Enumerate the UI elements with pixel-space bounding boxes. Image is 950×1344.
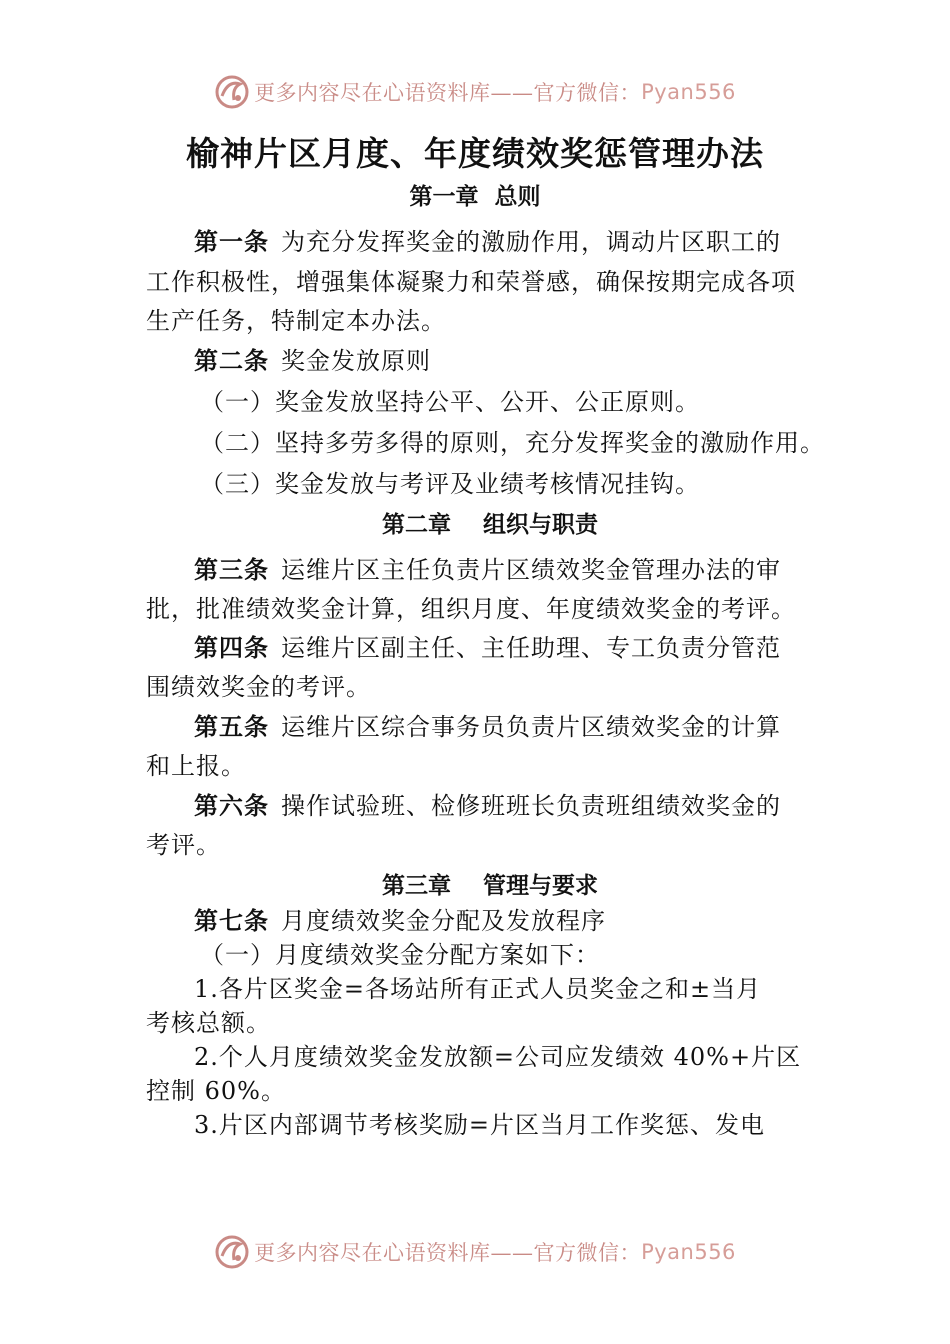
paragraph-line [194,707,781,742]
watermark-banner-bottom [0,1230,950,1274]
watermark-wechat-id: Pyan556 [641,80,736,104]
article-label: 第六条 [194,791,269,820]
chapter-heading: 第一章 总则 [409,183,541,210]
paragraph-line [194,341,431,376]
article-label: 第七条 [194,906,269,935]
document-title: 榆神片区月度、年度绩效奖惩管理办法 [186,134,764,173]
article-label: 第五条 [194,712,269,741]
brand-logo-icon [214,1234,250,1270]
paragraph-line [194,222,781,257]
paragraph-line: 3.片区内部调节考核奖励=片区当月工作奖惩、发电 [194,1111,766,1139]
watermark-banner-top [0,70,950,114]
brand-logo-icon [214,74,250,110]
watermark-wechat-id: Pyan556 [641,1240,736,1264]
paragraph-line: 2.个人月度绩效奖金发放额=公司应发绩效 40%+片区 [194,1043,802,1071]
article-label: 第三条 [194,555,269,584]
list-item: （一）月度绩效奖金分配方案如下： [200,941,600,969]
chapter-heading: 第三章 管理与要求 [381,872,599,899]
paragraph-line: 控制 60%。 [146,1077,286,1105]
paragraph-line [194,550,781,585]
paragraph-line [194,786,781,821]
paragraph-line [194,901,606,936]
paragraph-line: 1.各片区奖金=各场站所有正式人员奖金之和±当月 [194,975,762,1003]
paragraph-line: 生产任务，特制定本办法。 [146,307,446,335]
article-text: 月度绩效奖金分配及发放程序 [281,907,606,935]
article-text: 运维片区综合事务员负责片区绩效奖金的计算 [281,713,781,741]
article-label: 第四条 [194,633,269,662]
list-item: （一）奖金发放坚持公平、公开、公正原则。 [200,388,700,416]
list-item: （三）奖金发放与考评及业绩考核情况挂钩。 [200,470,700,498]
article-text: 为充分发挥奖金的激励作用，调动片区职工的 [281,228,781,256]
paragraph-line [194,628,781,663]
article-text: 运维片区主任负责片区绩效奖金管理办法的审 [281,556,781,584]
paragraph-line: 考核总额。 [146,1009,271,1037]
paragraph-line: 围绩效奖金的考评。 [146,673,371,701]
paragraph-line: 考评。 [146,831,221,859]
paragraph-line: 批，批准绩效奖金计算，组织月度、年度绩效奖金的考评。 [146,595,796,623]
article-text: 运维片区副主任、主任助理、专工负责分管范 [281,634,781,662]
paragraph-line: 工作积极性，增强集体凝聚力和荣誉感，确保按期完成各项 [146,268,796,296]
article-text: 奖金发放原则 [281,347,431,375]
watermark-text: 更多内容尽在心语资料库——官方微信： [254,81,642,105]
list-item: （二）坚持多劳多得的原则，充分发挥奖金的激励作用。 [200,429,825,457]
watermark-text: 更多内容尽在心语资料库——官方微信： [254,1241,642,1265]
paragraph-line: 和上报。 [146,752,246,780]
chapter-heading: 第二章 组织与职责 [381,511,599,538]
article-label: 第二条 [194,346,269,375]
article-label: 第一条 [194,227,269,256]
article-text: 操作试验班、检修班班长负责班组绩效奖金的 [281,792,781,820]
